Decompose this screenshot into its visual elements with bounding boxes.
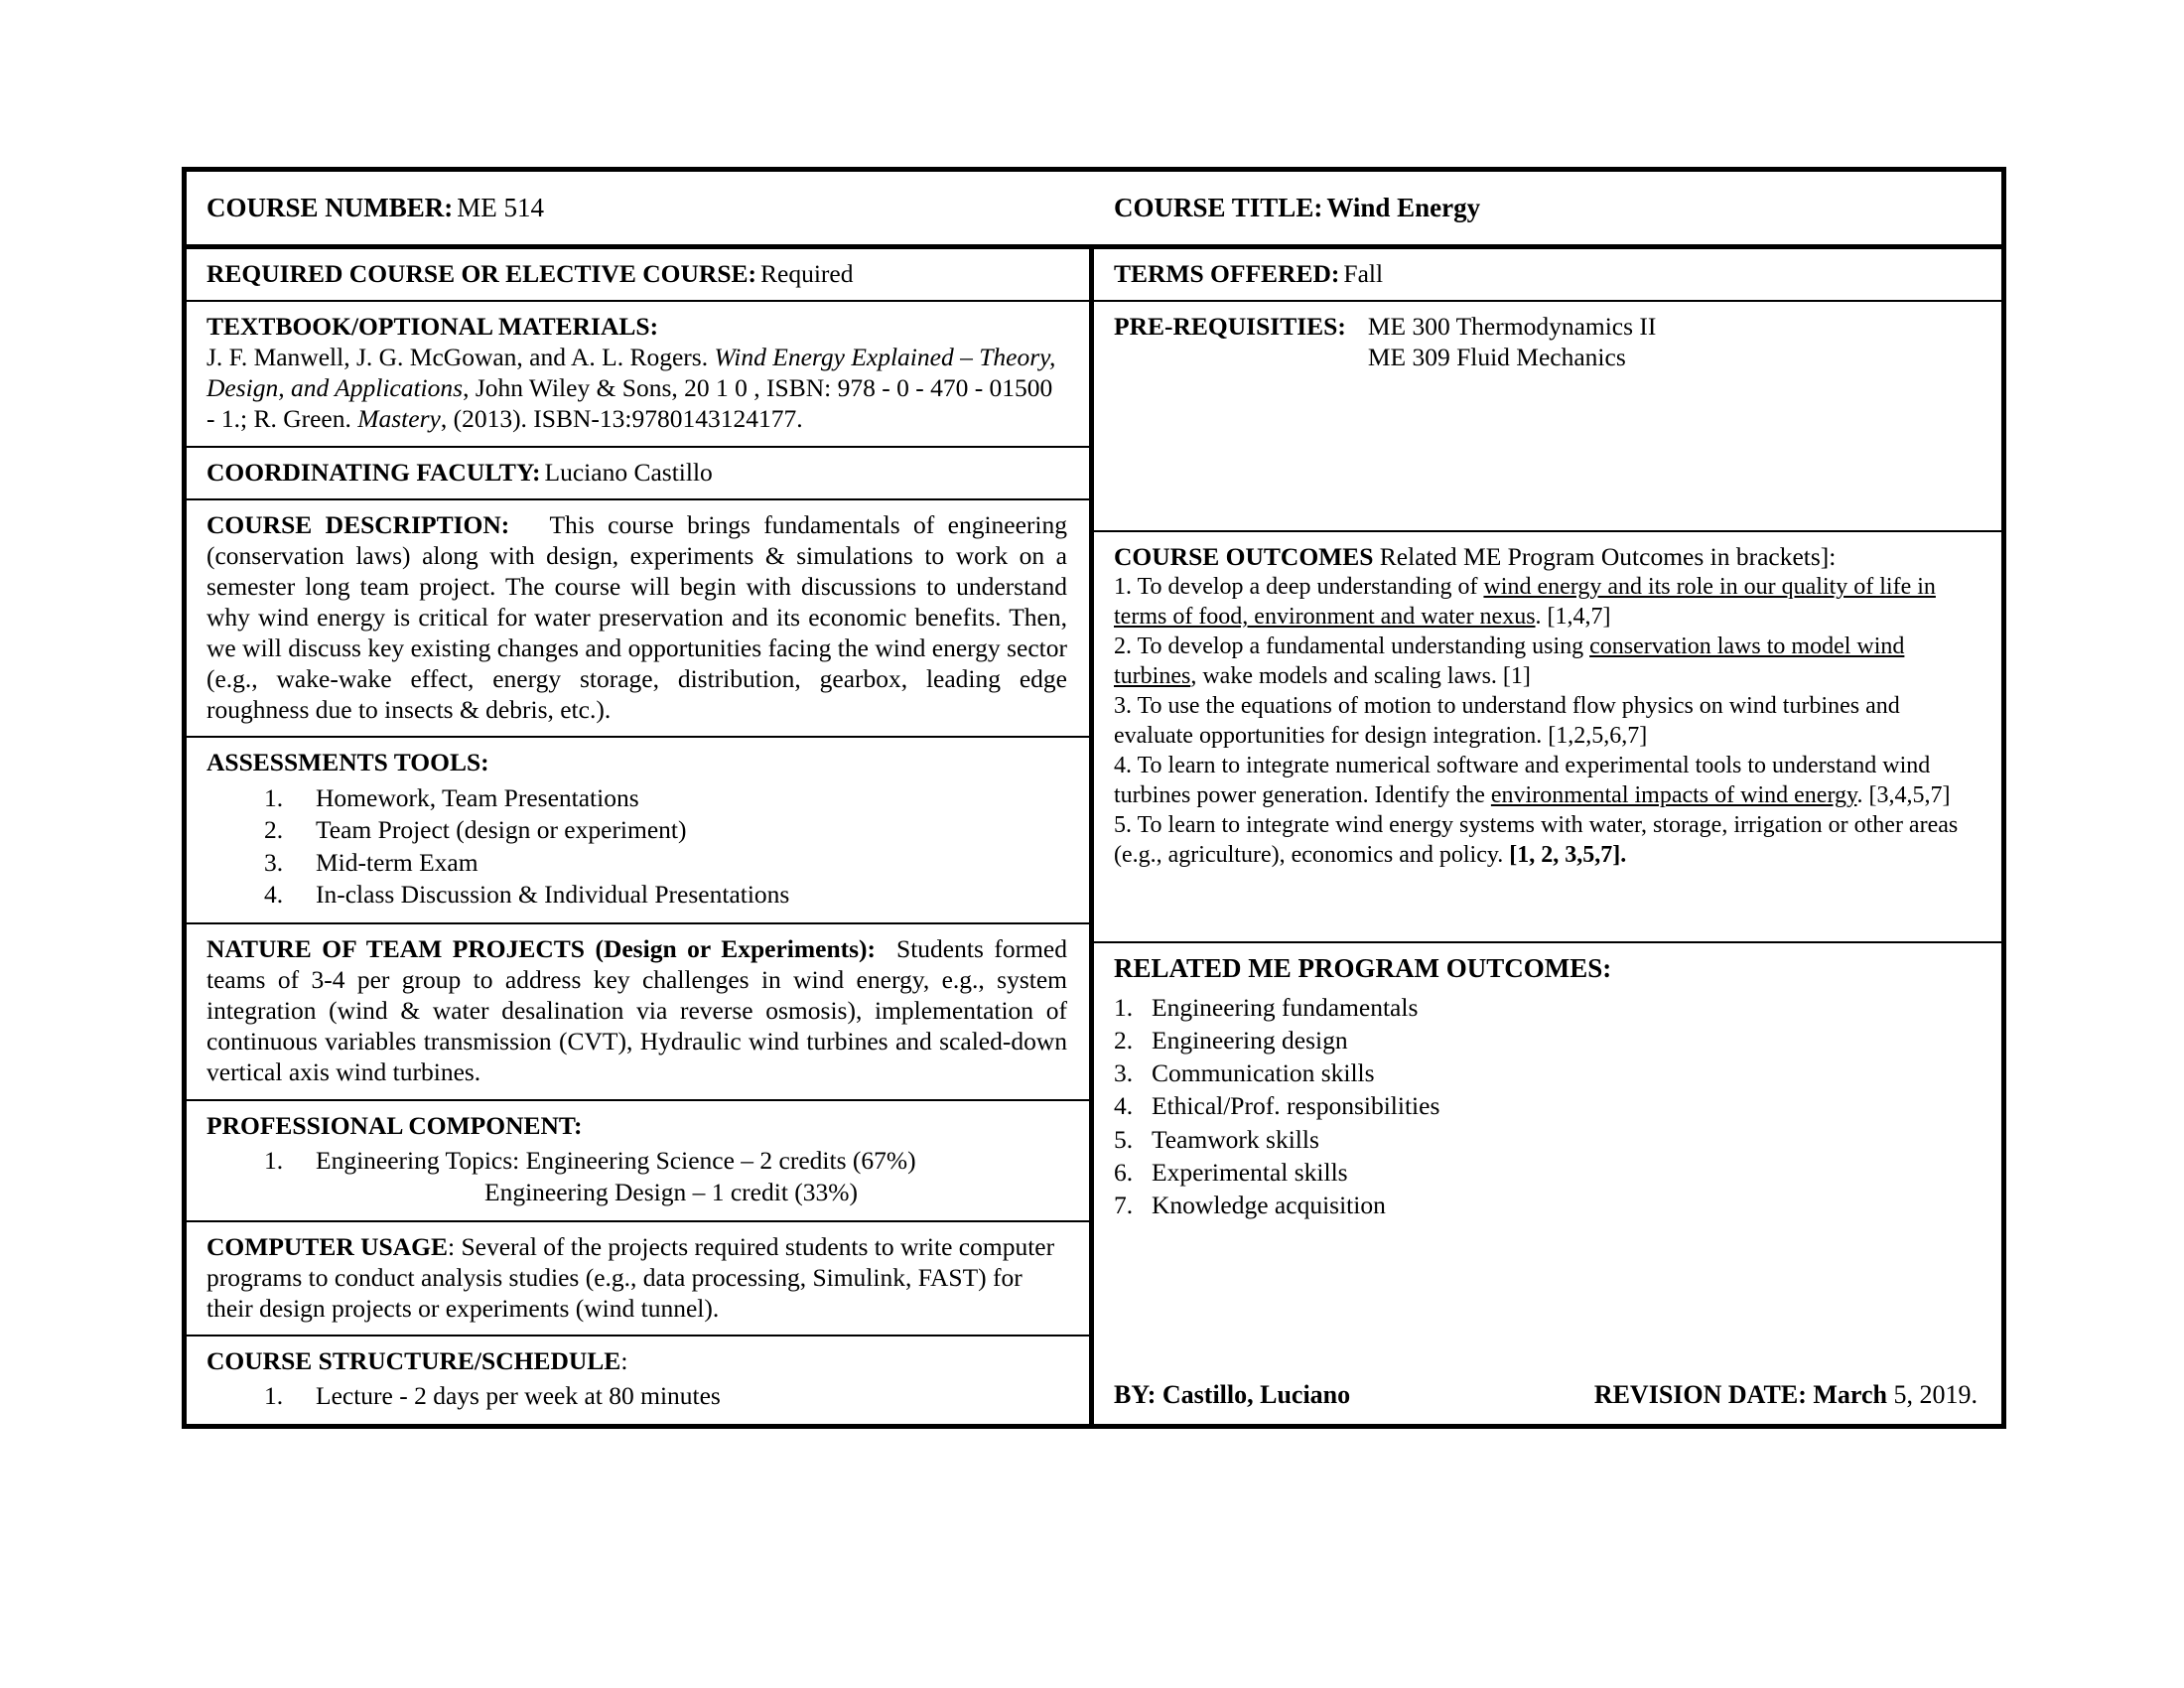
program-outcome-text-7: Knowledge acquisition (1152, 1190, 1386, 1219)
assessment-num-2: 2. (264, 815, 284, 845)
revision-date-label: REVISION DATE: (1593, 1380, 1807, 1409)
assessment-text-1: Homework, Team Presentations (316, 782, 639, 812)
course-outcomes-block (1094, 532, 2001, 943)
program-outcome-text-5: Teamwork skills (1152, 1124, 1319, 1154)
header-row (187, 172, 2001, 249)
coordinating-faculty-block (187, 448, 1089, 500)
assessment-num-3: 3. (264, 847, 284, 877)
course-structure-heading (206, 1345, 1067, 1376)
program-outcome-num-4: 4. (1114, 1091, 1134, 1121)
assessments-tools-label: ASSESSMENTS TOOLS: (206, 748, 489, 777)
prerequisites-label: PRE-REQUISITIES: (1114, 312, 1346, 342)
outcome-5-plain-a: 5. To learn to integrate wind energy systems with water, storage, irrigation or other areas (e.g., agriculture), economics and policy. (1114, 812, 1959, 869)
computer-usage-paragraph (206, 1231, 1067, 1324)
list-item (1114, 1056, 1979, 1089)
textbook-line2-plain: , John Wiley & Sons, 20 1 0 , ISBN: 978 - 0 - (463, 373, 924, 403)
course-outcomes-sublabel: Related ME Program Outcomes in brackets]: (1379, 542, 1837, 572)
list-item (264, 814, 1067, 847)
professional-component-block (187, 1101, 1089, 1222)
textbook-line1-plain: J. F. Manwell, J. G. McGowan, and A. L. Rogers. (206, 343, 715, 372)
assessment-text-3: Mid-term Exam (316, 847, 478, 877)
list-item (1114, 1156, 1979, 1189)
list-item (1114, 1189, 1979, 1221)
professional-component-continuation: Engineering Design – 1 credit (33%) (484, 1178, 859, 1207)
course-outcome-4 (1114, 751, 1979, 810)
textbook-line3-plain-b: , (2013). ISBN-13:9780143124177. (440, 404, 803, 434)
course-structure-colon: : (620, 1346, 628, 1376)
professional-text-1: Engineering Topics: Engineering Science – 2 credits (67%) (316, 1145, 916, 1175)
prerequisites-grid (1114, 311, 1979, 372)
textbook-line2-italic: Theory, Design, and Applications (206, 343, 1056, 403)
assessment-text-4: In-class Discussion & Individual Presentations (316, 880, 790, 910)
course-syllabus-table (182, 167, 2006, 1429)
author-credit (1114, 1380, 1350, 1410)
by-value: Castillo, Luciano (1161, 1380, 1351, 1409)
textbook-line3-italic: Mastery (357, 404, 441, 434)
computer-usage-value: : Several of the projects required students to write computer programs to conduct analysis studies (e.g., data processing, Simulink, FAST) for their design projects or experiments (wind tunnel). (206, 1231, 1055, 1324)
computer-usage-block (187, 1222, 1089, 1336)
textbook-line1-italic: Wind Energy Explained – (714, 343, 973, 372)
course-outcome-1 (1114, 572, 1979, 632)
textbook-citation (206, 342, 1067, 434)
professional-component-list (206, 1145, 1067, 1178)
course-structure-label: COURSE STRUCTURE/SCHEDULE (206, 1346, 621, 1376)
course-title-cell (1094, 178, 2001, 238)
course-outcomes-heading (1114, 541, 1979, 572)
program-outcome-num-2: 2. (1114, 1026, 1134, 1055)
course-number-value: ME 514 (457, 193, 545, 223)
program-outcome-num-1: 1. (1114, 993, 1134, 1023)
prerequisites-block (1094, 302, 2001, 532)
outcome-2-underlined: conservation laws to model wind turbines (1114, 633, 1905, 690)
team-projects-block (187, 924, 1089, 1101)
list-item (1114, 1024, 1979, 1056)
revision-date (1594, 1380, 1978, 1410)
terms-offered-block (1094, 249, 2001, 302)
revision-date-rest: 5, 2019. (1893, 1380, 1978, 1409)
coordinating-faculty-value: Luciano Castillo (544, 457, 713, 487)
outcome-1-underlined: wind energy and its role in our quality of life in terms of food, environment and water nexus (1114, 574, 1936, 631)
outcome-4-plain-b: . [3,4,5,7] (1856, 782, 1951, 809)
left-column (187, 249, 1094, 1424)
list-item (264, 879, 1067, 912)
assessment-num-1: 1. (264, 782, 284, 812)
program-outcome-num-3: 3. (1114, 1058, 1134, 1088)
signature-footer (1094, 1380, 2001, 1424)
outcome-2-plain-b: , wake models and scaling laws. [1] (1190, 663, 1531, 690)
course-title-value: Wind Energy (1326, 193, 1481, 223)
prerequisites-values (1368, 311, 1657, 372)
prerequisite-item-2: ME 309 Fluid Mechanics (1367, 343, 1626, 372)
outcome-1-plain-a: 1. To develop a deep understanding of (1114, 574, 1484, 601)
by-label: BY: (1114, 1380, 1157, 1409)
program-outcome-text-3: Communication skills (1152, 1058, 1375, 1088)
list-item (264, 1380, 1067, 1413)
textbook-label: TEXTBOOK/OPTIONAL MATERIALS: (206, 312, 659, 342)
course-description-label: COURSE DESCRIPTION: (206, 509, 510, 539)
coordinating-faculty-label: COORDINATING FACULTY: (206, 457, 541, 487)
program-outcome-text-4: Ethical/Prof. responsibilities (1152, 1091, 1440, 1121)
outcome-4-underlined: environmental impacts of wind energy (1490, 782, 1857, 809)
course-number-label: COURSE NUMBER: (206, 193, 454, 223)
textbook-block (187, 302, 1089, 447)
required-course-block (187, 249, 1089, 302)
assessment-text-2: Team Project (design or experiment) (316, 815, 687, 845)
outcome-1-plain-b: . [1,4,7] (1535, 604, 1611, 631)
required-course-label: REQUIRED COURSE OR ELECTIVE COURSE: (206, 259, 757, 288)
program-outcomes-block (1094, 943, 2001, 1232)
course-description-paragraph (206, 509, 1067, 726)
structure-text-1: Lecture - 2 days per week at 80 minutes (316, 1381, 721, 1411)
professional-num-1: 1. (264, 1145, 284, 1175)
program-outcome-num-5: 5. (1114, 1124, 1134, 1154)
course-outcome-2 (1114, 632, 1979, 691)
assessment-num-4: 4. (264, 880, 284, 910)
list-item (1114, 1123, 1979, 1156)
assessments-tools-list (206, 782, 1067, 913)
list-item (1114, 991, 1979, 1024)
professional-component-label: PROFESSIONAL COMPONENT: (206, 1110, 583, 1140)
terms-offered-value: Fall (1343, 259, 1384, 288)
terms-offered-label: TERMS OFFERED: (1114, 259, 1340, 288)
program-outcome-num-7: 7. (1114, 1190, 1134, 1219)
course-outcomes-label: COURSE OUTCOMES (1114, 542, 1374, 572)
outcome-2-plain-a: 2. To develop a fundamental understanding using (1114, 633, 1590, 660)
program-outcome-num-6: 6. (1114, 1157, 1134, 1187)
course-outcome-5 (1114, 810, 1979, 870)
program-outcomes-label: RELATED ME PROGRAM OUTCOMES: (1114, 953, 1612, 984)
course-description-block (187, 500, 1089, 739)
course-structure-list (206, 1380, 1067, 1413)
textbook-line3-plain-a: 470 - 01500 - 1.; R. Green. (206, 373, 1053, 434)
course-structure-block (187, 1336, 1089, 1424)
program-outcomes-list (1114, 991, 1979, 1221)
right-column (1094, 249, 2001, 1424)
program-outcome-text-2: Engineering design (1152, 1026, 1348, 1055)
revision-date-month: March (1813, 1380, 1887, 1409)
course-outcome-3: 3. To use the equations of motion to understand flow physics on wind turbines and evaluate opportunities for design integration. [1,2,5,6,7] (1114, 693, 1900, 750)
team-projects-label: NATURE OF TEAM PROJECTS (Design or Experiments): (206, 934, 877, 964)
list-item (264, 782, 1067, 815)
course-description-value: This course brings fundamentals of engineering (conservation laws) along with design, experiments & simulations to work on a semester long team project. The course will begin with discussions to understand why wind energy is critical for water preservation and its economic benefits. Then, we will discuss key existing changes and opportunities facing the wind energy sector (e.g., wake-wake effect, energy storage, distribution, gearbox, leading edge roughness due to insects & debris, etc.). (206, 509, 1068, 725)
team-projects-value: Students formed teams of 3-4 per group to address key challenges in wind energy, e.g., system integration (wind & water desalination via reverse osmosis), implementation of continuous variables transmission (CVT), Hydraulic wind turbines and scaled-down vertical axis wind turbines. (206, 934, 1068, 1087)
list-item (264, 847, 1067, 880)
course-number-cell (187, 178, 1094, 238)
structure-num-1: 1. (264, 1381, 284, 1411)
outcome-5-bold: [1, 2, 3,5,7]. (1509, 842, 1627, 869)
body-columns (187, 249, 2001, 1424)
course-title-label: COURSE TITLE: (1114, 193, 1323, 223)
assessments-tools-block (187, 738, 1089, 924)
list-item (264, 1145, 1067, 1178)
outcome-4-plain-a: 4. To learn to integrate numerical software and experimental tools to understand wind turbines power generation. Identify the (1114, 753, 1931, 809)
program-outcome-text-6: Experimental skills (1152, 1157, 1348, 1187)
required-course-value: Required (760, 259, 854, 288)
team-projects-paragraph (206, 933, 1067, 1088)
list-item (1114, 1089, 1979, 1122)
program-outcome-text-1: Engineering fundamentals (1152, 993, 1419, 1023)
prerequisite-item-1: ME 300 Thermodynamics II (1367, 312, 1657, 342)
computer-usage-label: COMPUTER USAGE (206, 1231, 448, 1261)
right-column-spacer (1094, 1232, 2001, 1380)
